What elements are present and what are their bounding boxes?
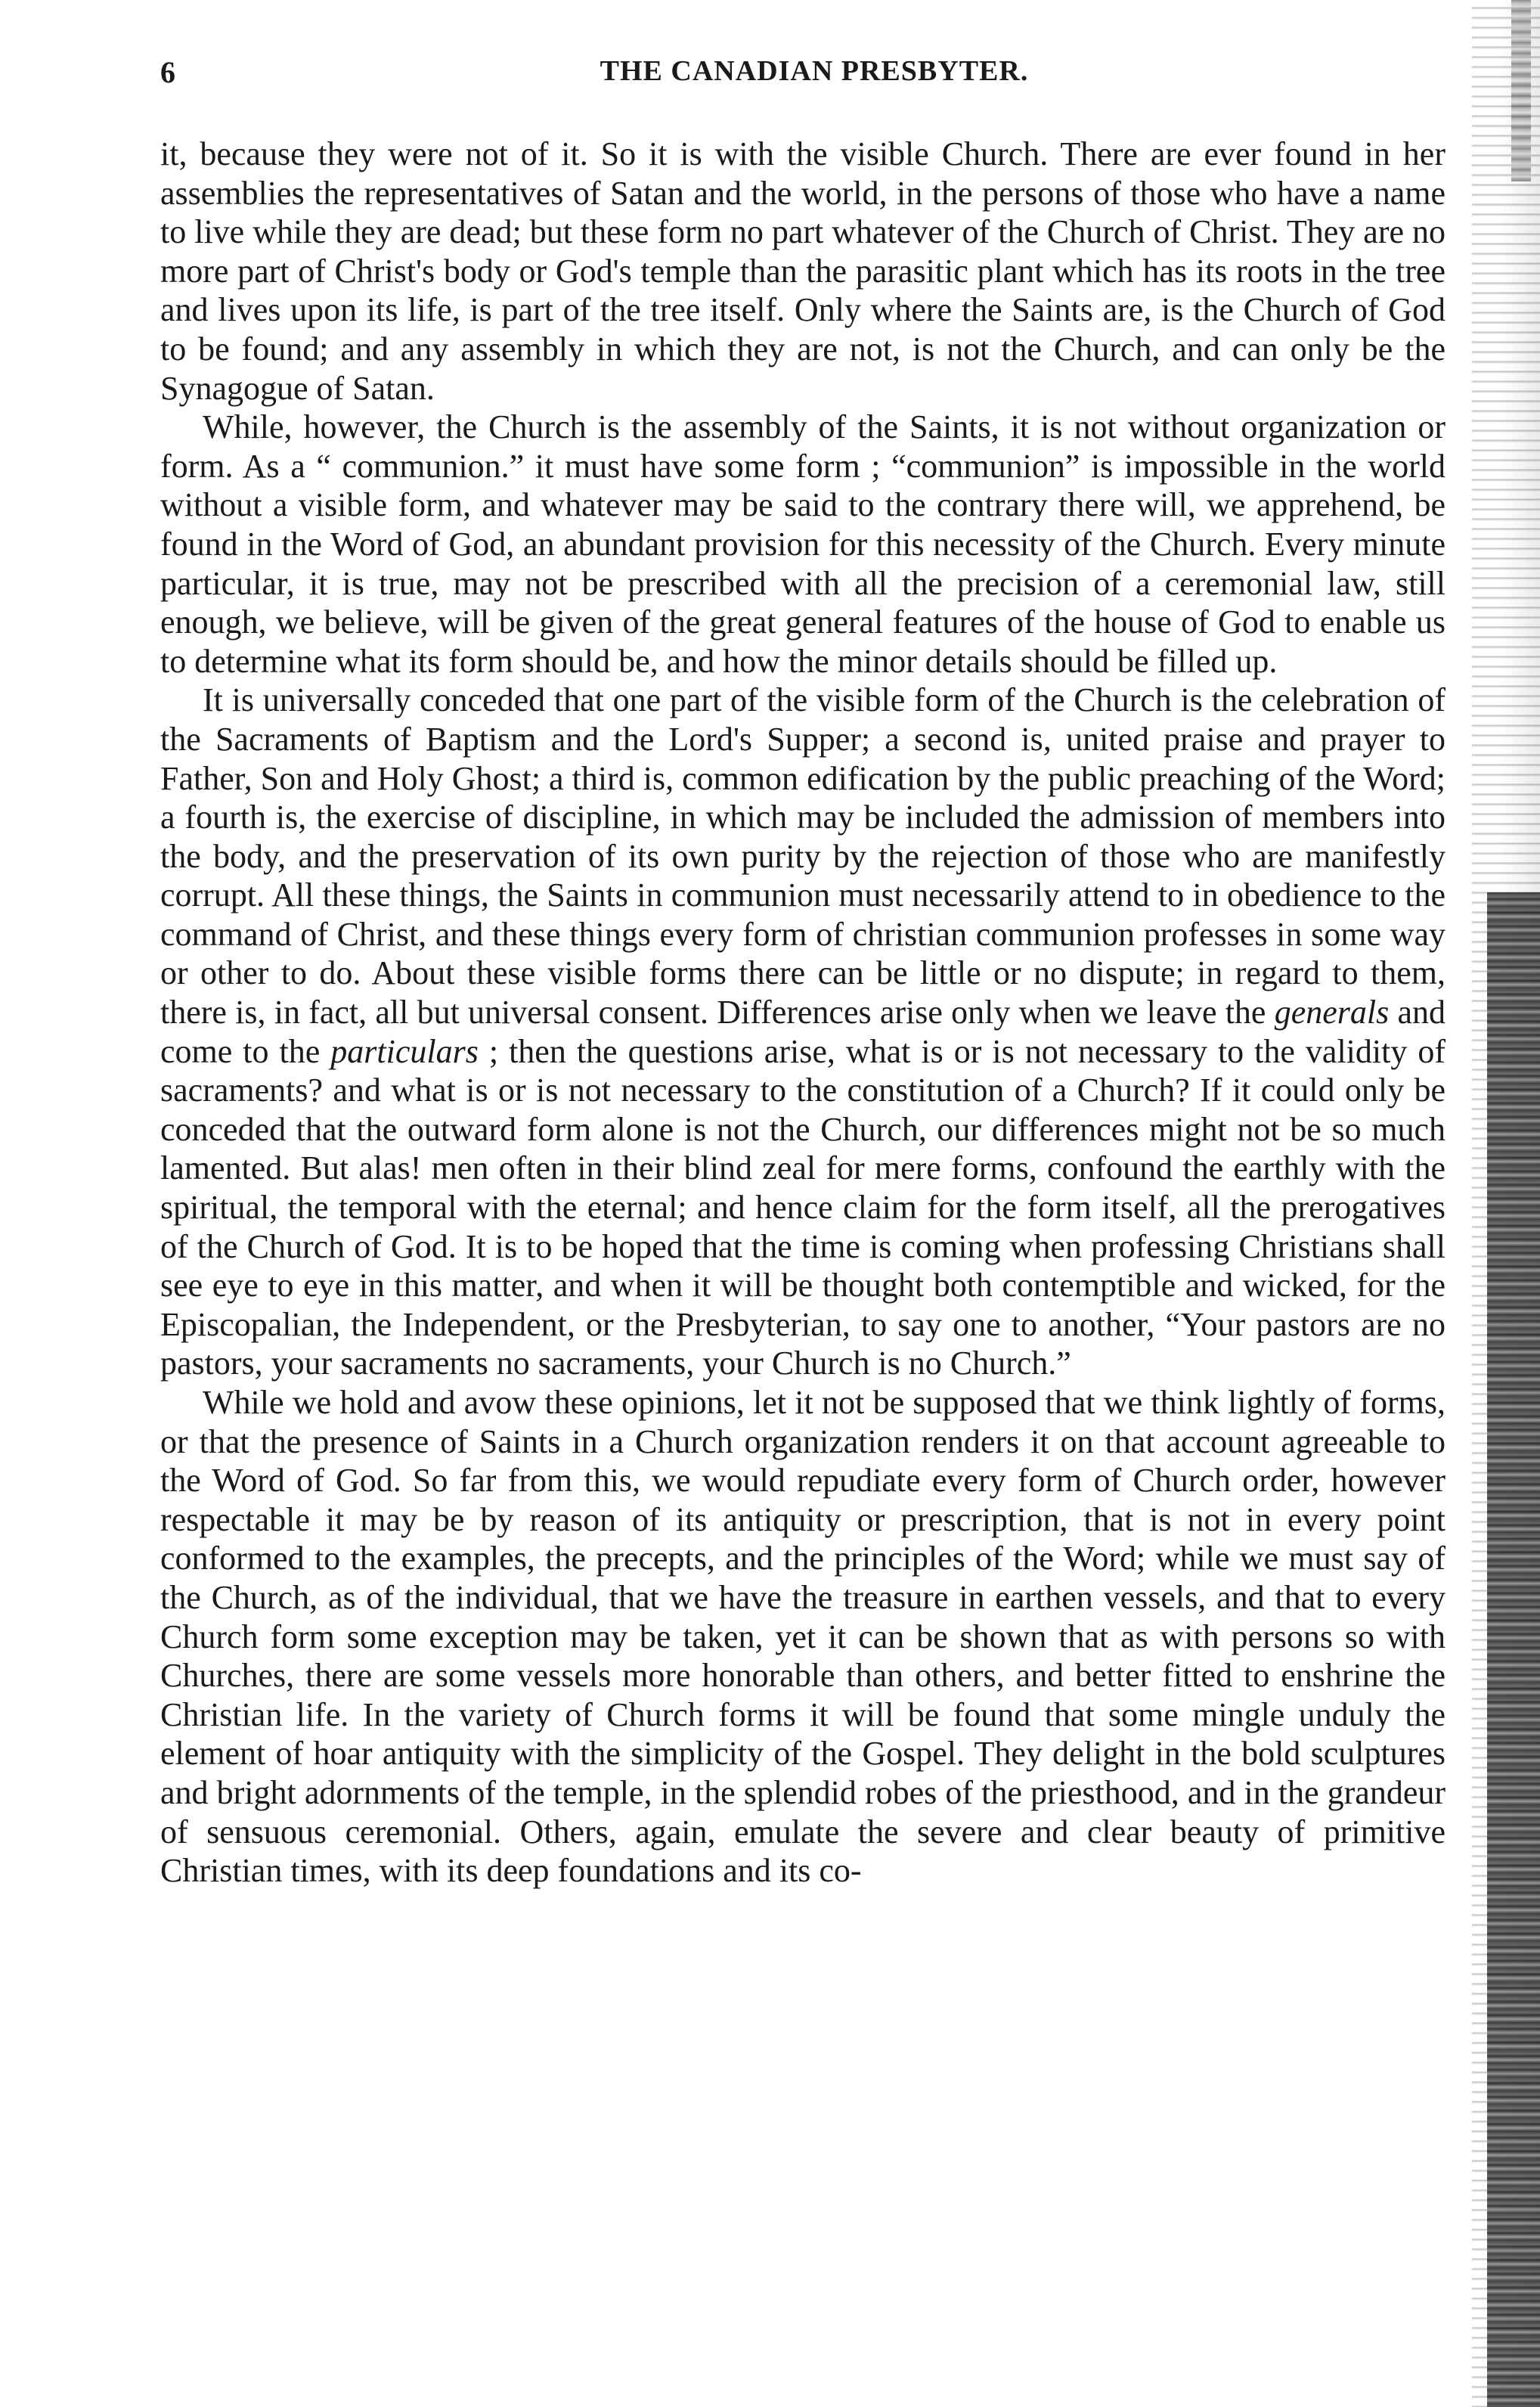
page-number: 6 [160,55,175,89]
paragraph-text: it, because they were not of it. So it is with the visible Church. There are ever found in her assemblies the representatives of Satan and the world, in the persons of those who have a name to live while they are dead; but these form no part whatever of the Church of Christ. They are no more part of Christ's body or God's temple than the parasitic plant which has its roots in the tree and lives upon its life, is part of the tree itself. Only where the Saints are, is the Church of God to be found; and any assembly in which they are not, is not the Church, and can only be the Synagogue of Satan. [160,135,1445,407]
page-header [160,54,1445,100]
paragraph-text: While, however, the Church is the assembly of the Saints, it is not without organization or form. As a “ communion.” it must have some form ; “communion” is impossible in the world without a visible form, and whatever may be said to the contrary there will, we apprehend, be found in the Word of God, an abundant provision for this necessity of the Church. Every minute particular, it is true, may not be prescribed with all the precision of a ceremonial law, still enough, we believe, will be given of the great general features of the house of God to enable us to determine what its form should be, and how the minor details should be filled up. [160,408,1445,680]
running-title: THE CANADIAN PRESBYTER. [600,55,1029,87]
paragraph-text: and come to the [160,994,1445,1070]
paragraph [160,408,1445,681]
scan-edge-top-artifact [1511,0,1531,181]
paragraph-text: While we hold and avow these opinions, let it not be supposed that we think lightly of forms, or that the presence of Saints in a Church organization renders it on that account agreeable to the Word of God. So far from this, we would repudiate every form of Church order, however respectable it may be by reason of its antiquity or prescription, that is not in every point conformed to the examples, the precepts, and the principles of the Word; while we must say of the Church, as of the individual, that we have the treasure in earthen vessels, and that to every Church form some exception may be taken, yet it can be shown that as with persons so with Churches, there are some vessels more honorable than others, and better fitted to enshrine the Christian life. In the variety of Church forms it will be found that some mingle unduly the element of hoar antiquity with the simplicity of the Gospel. They delight in the bold sculptures and bright adornments of the temple, in the splendid robes of the priesthood, and in the grandeur of sensuous ceremonial. Others, again, emulate the severe and clear beauty of primitive Christian times, with its deep foundations and its co- [160,1384,1445,1890]
scan-edge-binding-artifact [1487,892,1540,2407]
paragraph-text: It is universally conceded that one part of the visible form of the Church is the celebration of the Sacraments of Baptism and the Lord's Supper; a second is, united praise and prayer to Father, Son and Holy Ghost; a third is, common edification by the public preaching of the Word; a fourth is, the exercise of discipline, in which may be included the admission of members into the body, and the preservation of its own purity by the rejection of those who are manifestly corrupt. All these things, the Saints in communion must necessarily attend to in obedience to the command of Christ, and these things every form of christian communion professes in some way or other to do. About these visible forms there can be little or no dispute; in regard to them, there is, in fact, all but universal consent. Differences arise only when we leave the [160,681,1445,1031]
article-body [160,135,1445,1891]
italic-term-particulars: particulars [330,1032,479,1070]
paragraph [160,1383,1445,1891]
paragraph [160,135,1445,408]
italic-term-generals: generals [1274,994,1390,1031]
paragraph-text: ; then the questions arise, what is or is not necessary to the validity of sacraments? and what is or is not necessary to the constitution of a Church? If it could only be conceded that the outward form alone is not the Church, our differences might not be so much lamented. But alas! men often in their blind zeal for mere forms, confound the earthly with the spiritual, the temporal with the eternal; and hence claim for the form itself, all the prerogatives of the Church of God. It is to be hoped that the time is coming when professing Christians shall see eye to eye in this matter, and when it will be thought both contemptible and wicked, for the Episcopalian, the Independent, or the Presbyterian, to say one to another, “Your pastors are no pastors, your sacraments no sacraments, your Church is no Church.” [160,1032,1445,1382]
paragraph [160,681,1445,1383]
